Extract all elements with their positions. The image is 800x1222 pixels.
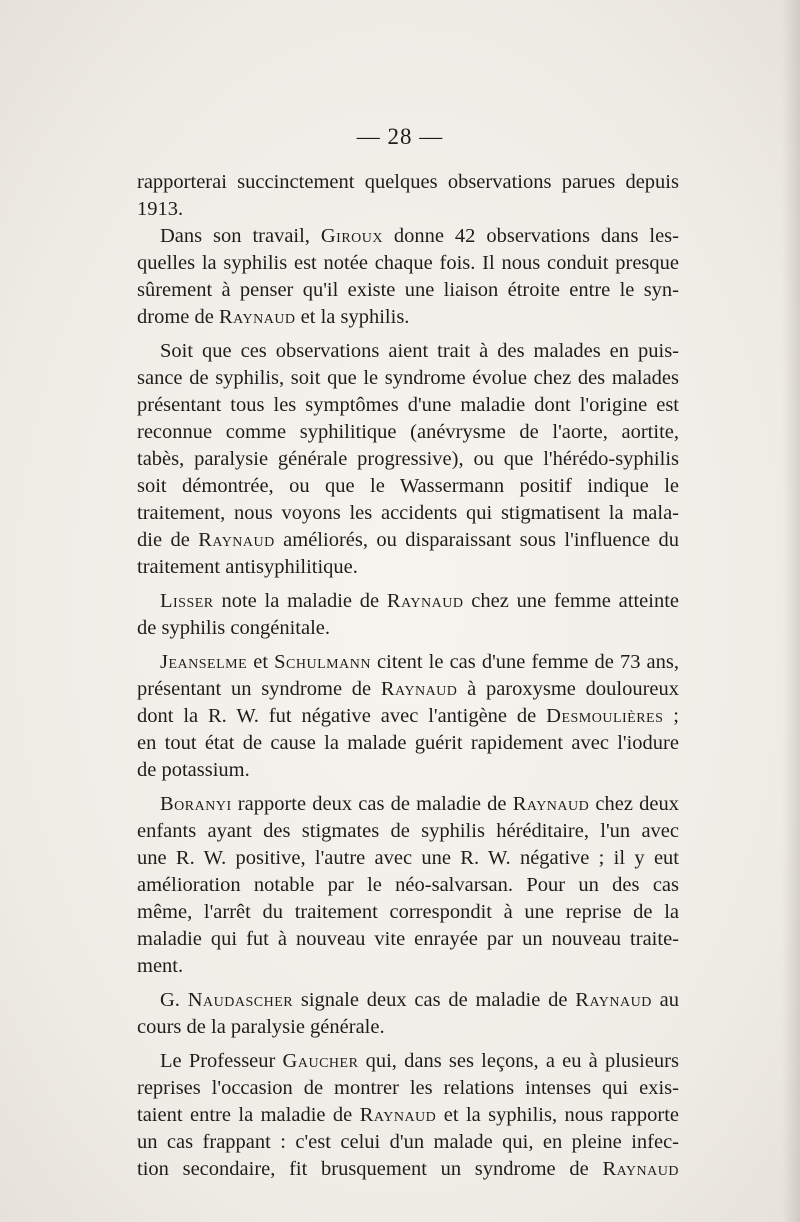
text-line: en tout état de cause la malade guérit rapidement avec l'iodure bbox=[137, 732, 679, 754]
proper-name: Jeanselme bbox=[160, 651, 248, 673]
proper-name: Gaucher bbox=[282, 1050, 359, 1072]
proper-name: Raynaud bbox=[575, 989, 652, 1011]
text-line: G. Naudascher signale deux cas de maladie de Raynaud au bbox=[160, 989, 679, 1011]
text-line: reconnue comme syphilitique (anévrysme de l'aorte, aortite, bbox=[137, 421, 679, 443]
text-line: Jeanselme et Schulmann citent le cas d'une femme de 73 ans, bbox=[160, 651, 680, 673]
text-line: tion secondaire, fit brusquement un syndrome de Raynaud bbox=[137, 1158, 679, 1180]
proper-name: Boranyi bbox=[160, 793, 232, 815]
text-line: enfants ayant des stigmates de syphilis héréditaire, l'un avec bbox=[137, 820, 679, 842]
text-line: reprises l'occasion de montrer les relations intenses qui exis- bbox=[137, 1077, 679, 1099]
text-line: traitement, nous voyons les accidents qui stigmatisent la mala- bbox=[137, 502, 679, 524]
text-line: soit démontrée, ou que le Wassermann positif indique le bbox=[137, 475, 679, 497]
text-line: die de Raynaud améliorés, ou disparaissant sous l'influence du bbox=[137, 529, 679, 551]
proper-name: Raynaud bbox=[218, 306, 296, 328]
body-text bbox=[137, 169, 679, 1183]
text-line: Lisser note la maladie de Raynaud chez une femme atteinte bbox=[160, 590, 679, 612]
proper-name: Raynaud bbox=[602, 1158, 679, 1180]
proper-name: Giroux bbox=[320, 225, 383, 247]
text-line: 1913. bbox=[137, 198, 184, 220]
page-edge-shadow bbox=[782, 0, 800, 1222]
text-line: un cas frappant : c'est celui d'un malade qui, en pleine infec- bbox=[137, 1131, 679, 1153]
text-line: présentant tous les symptômes d'une maladie dont l'origine est bbox=[137, 394, 679, 416]
text-line: dont la R. W. fut négative avec l'antigène de Desmoulières ; bbox=[137, 705, 679, 727]
text-line: même, l'arrêt du traitement correspondit à une reprise de la bbox=[137, 901, 679, 923]
text-line: amélioration notable par le néo-salvarsan. Pour un des cas bbox=[137, 874, 679, 896]
text-line: de potassium. bbox=[137, 759, 250, 781]
proper-name: Lisser bbox=[160, 590, 214, 612]
text-line: tabès, paralysie générale progressive), ou que l'hérédo-syphilis bbox=[137, 448, 679, 470]
proper-name: Raynaud bbox=[380, 678, 458, 700]
proper-name: Raynaud bbox=[386, 590, 464, 612]
proper-name: Naudascher bbox=[187, 989, 294, 1011]
page-number: — 28 — bbox=[356, 124, 444, 149]
text-line: sance de syphilis, soit que le syndrome évolue chez des malades bbox=[137, 367, 679, 389]
proper-name: Raynaud bbox=[512, 793, 590, 815]
proper-name: Raynaud bbox=[198, 529, 275, 551]
text-line: taient entre la maladie de Raynaud et la syphilis, nous rapporte bbox=[137, 1104, 679, 1126]
text-line: sûrement à penser qu'il existe une liaison étroite entre le syn- bbox=[137, 279, 679, 301]
text-line: Boranyi rapporte deux cas de maladie de Raynaud chez deux bbox=[160, 793, 679, 815]
text-line: ment. bbox=[137, 955, 184, 977]
text-line: rapporterai succinctement quelques observations parues depuis bbox=[137, 171, 679, 193]
text-line: Le Professeur Gaucher qui, dans ses leçons, a eu à plusieurs bbox=[160, 1050, 679, 1072]
text-line: présentant un syndrome de Raynaud à paroxysme douloureux bbox=[137, 678, 679, 700]
text-line: drome de Raynaud et la syphilis. bbox=[137, 306, 410, 328]
proper-name: Schulmann bbox=[274, 651, 371, 673]
text-line: cours de la paralysie générale. bbox=[137, 1016, 385, 1038]
proper-name: Raynaud bbox=[359, 1104, 437, 1126]
text-line: de syphilis congénitale. bbox=[137, 617, 330, 639]
text-line: Soit que ces observations aient trait à des malades en puis- bbox=[160, 340, 679, 362]
proper-name: Desmoulières bbox=[546, 705, 664, 727]
text-line: Dans son travail, Giroux donne 42 observations dans les- bbox=[160, 225, 679, 247]
text-line: une R. W. positive, l'autre avec une R. W. négative ; il y eut bbox=[137, 847, 679, 869]
text-line: traitement antisyphilitique. bbox=[137, 556, 358, 578]
text-line: maladie qui fut à nouveau vite enrayée par un nouveau traite- bbox=[137, 928, 679, 950]
text-line: quelles la syphilis est notée chaque fois. Il nous conduit presque bbox=[137, 252, 679, 274]
